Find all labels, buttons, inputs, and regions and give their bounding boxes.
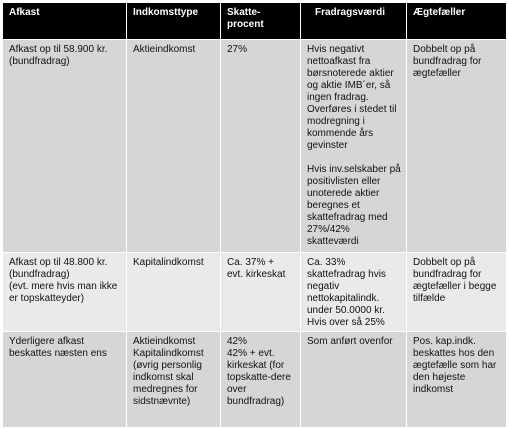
cell-text: Kapitalindkomst xyxy=(133,257,204,268)
cell-afkast xyxy=(3,253,127,332)
cell-text: Aktieindkomst xyxy=(133,44,196,55)
cell-indkomsttype xyxy=(127,253,221,332)
cell-text: Kapitalindkomst xyxy=(133,348,204,359)
tax-table xyxy=(2,2,507,428)
header-skatteprocent: Skatte- procent xyxy=(221,3,301,40)
cell-text: 42% xyxy=(227,336,248,347)
cell-skatteprocent xyxy=(221,253,301,332)
table-row xyxy=(3,332,507,428)
cell-skatteprocent xyxy=(221,332,301,428)
cell-aegtefaeller xyxy=(407,253,507,332)
cell-aegtefaeller xyxy=(407,40,507,253)
cell-afkast xyxy=(3,40,127,253)
cell-text: (øvrig personlig indkomst skal medregnes for sidstnævnte) xyxy=(133,360,202,407)
cell-afkast xyxy=(3,332,127,428)
cell-text: (bundfradrag) xyxy=(9,269,70,280)
cell-aegtefaeller xyxy=(407,332,507,428)
table-row xyxy=(3,253,507,332)
header-row xyxy=(3,3,507,40)
cell-text: Yderligere afkast beskattes næsten ens xyxy=(9,336,107,359)
header-afkast: Afkast xyxy=(3,3,127,40)
cell-text: (bundfradrag) xyxy=(9,56,70,67)
cell-text: Afkast op til 58.900 kr. xyxy=(9,44,108,55)
cell-text: 42% + evt. kirkeskat (for topskatte-dere over bundfradrag) xyxy=(227,348,291,407)
cell-text: Pos. kap.indk. beskattes hos den ægtefælle som har den højeste indkomst xyxy=(413,336,497,395)
cell-text: Afkast op til 48.800 kr. xyxy=(9,257,108,268)
cell-text: Ca. 33% skattefradrag hvis negativ nettokapitalindk. under 50.0000 kr. Hvis over så 25% xyxy=(307,257,386,328)
cell-text: Dobbelt op på bundfradrag for ægtefæller i begge tilfælde xyxy=(413,257,497,304)
cell-indkomsttype xyxy=(127,332,221,428)
cell-skatteprocent xyxy=(221,40,301,253)
cell-text: Hvis inv.selskaber på positivlisten eller unoterede aktier beregnes et skattefradrag med 27%/42% skatteværdi xyxy=(307,164,401,247)
cell-indkomsttype xyxy=(127,40,221,253)
header-aegtefaeller: Ægtefæller xyxy=(407,3,507,40)
cell-fradragsvaerdi xyxy=(301,253,407,332)
cell-fradragsvaerdi xyxy=(301,40,407,253)
cell-text: Hvis negativt nettoafkast fra børsnoterede aktier og aktie IMB´er, så ingen fradrag. Overføres i stedet til modregning i kommende års gevinster xyxy=(307,44,397,151)
cell-text: Ca. 37% + xyxy=(227,257,274,268)
cell-text: Som anført ovenfor xyxy=(307,336,393,347)
header-fradragsvaerdi: Fradragsværdi xyxy=(301,3,407,40)
table-row xyxy=(3,40,507,253)
cell-fradragsvaerdi xyxy=(301,332,407,428)
cell-text: Aktieindkomst xyxy=(133,336,196,347)
cell-text: Dobbelt op på bundfradrag for ægtefæller xyxy=(413,44,482,79)
cell-text: 27% xyxy=(227,44,248,55)
cell-text: (evt. mere hvis man ikke er topskatteyder) xyxy=(9,281,118,304)
header-indkomsttype: Indkomsttype xyxy=(127,3,221,40)
cell-text: evt. kirkeskat xyxy=(227,269,286,280)
